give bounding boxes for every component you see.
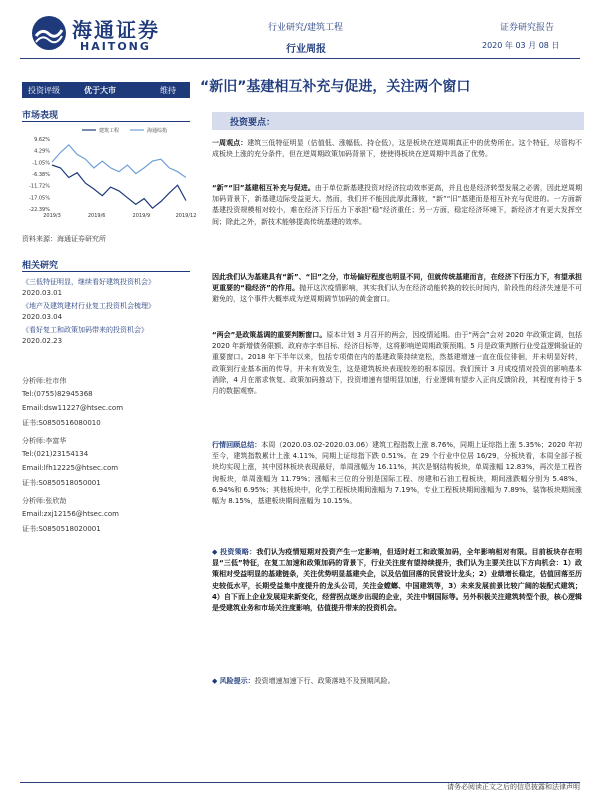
analyst-1-name: 分析师:杜市伟 xyxy=(22,377,67,385)
para-two-sessions xyxy=(212,330,582,397)
haitong-emblem-icon xyxy=(30,14,68,52)
y-tick-label: -11.72% xyxy=(29,183,50,190)
analyst-3-cert: 证书:S0850518020001 xyxy=(22,525,101,533)
series-line-index xyxy=(52,145,186,178)
para-infra-role xyxy=(212,272,582,306)
market-chart xyxy=(22,125,197,221)
x-tick-label: 2019/3 xyxy=(43,213,61,219)
analyst-2-email[interactable]: Email:lfh12225@htsec.com xyxy=(22,464,119,472)
para-strategy xyxy=(212,547,582,614)
header-date: 2020 年 03 月 08 日 xyxy=(482,41,560,50)
para-market-review-text: 本周（2020.03.02-2020.03.06）建筑工程指数上涨 8.76%，同期上证综指上涨 5.35%；2020 年初至今，建筑指数累计上涨 4.11%，同期上证综指下跌 0.51%。在 29 个行业中位居 16/29，分板块看，本周全部子板块均实现上涨，其中园林板块表现最好，单周涨幅为 16.11%，其次是钢结构板块，单周涨幅 12.83%，再次是工程咨询板块，单周涨幅为 11.79%；涨幅末三位的分别是国际工程、房建和石油工程板块，期间涨跌幅分别为 5.48%、6.94%和 6.95%；其他板块中，化学工程板块期间涨幅为 7.19%，专业工程板块期间涨幅为 7.89%，装饰板块期间涨幅为 8.15%，基建板块期间涨幅为 10.15%。 xyxy=(212,441,582,506)
rating-action: 维持 xyxy=(160,86,176,95)
y-tick-label: -22.39% xyxy=(29,207,50,213)
y-tick-label: -1.05% xyxy=(32,160,50,167)
footer-disclaimer: 请务必阅读正文之后的信息披露和法律声明 xyxy=(447,783,580,791)
legend-construction: 建筑工程 xyxy=(99,128,120,134)
report-title: “新旧”基建相互补充与促进，关注两个窗口 xyxy=(200,79,471,95)
analyst-2-cert: 证书:S0850518050001 xyxy=(22,479,101,487)
analyst-1-email[interactable]: Email:dsw11227@htsec.com xyxy=(22,404,124,412)
market-divider xyxy=(22,121,190,122)
y-tick-label: -17.05% xyxy=(29,195,50,202)
header-report-label: 证券研究报告 xyxy=(500,23,555,33)
rating-box xyxy=(22,82,190,98)
analyst-3-email[interactable]: Email:zxj12156@htsec.com xyxy=(22,510,119,518)
chart-source: 资料来源：海通证券研究所 xyxy=(22,235,106,243)
summary-header xyxy=(212,112,584,130)
para-weekly-view xyxy=(212,138,582,160)
header-divider xyxy=(20,58,580,59)
para-risk-lead: 风险提示： xyxy=(219,677,255,685)
para-infra-role-text: 抛开这次疫情影响，其实我们认为在经济动能转换的较长时间内，阶段性的经济失速是不可避免的，这个事件大概率成为逆周期调节加码的黄金窗口。 xyxy=(212,284,583,304)
related-divider xyxy=(22,271,190,272)
related-item-1-title[interactable]: 《三低特征明显，继续看好建筑投资机会》 xyxy=(22,278,155,286)
analyst-2-tel: Tel:(021)23154134 xyxy=(22,450,89,458)
x-tick-label: 2019/12 xyxy=(175,213,197,219)
legend-index: 海通综指 xyxy=(147,128,168,134)
rating-value: 优于大市 xyxy=(84,86,116,95)
y-tick-label: 4.29% xyxy=(34,148,50,155)
related-item-2-title[interactable]: 《地产及建筑建材行业复工投资机会梳理》 xyxy=(22,302,155,310)
y-tick-label: -6.38% xyxy=(32,172,50,178)
related-item-2-date: 2020.03.04 xyxy=(22,313,63,321)
logo-chinese: 海通证券 xyxy=(72,18,160,42)
analyst-1-cert: 证书:S0850516080010 xyxy=(22,419,101,427)
related-section-title: 相关研究 xyxy=(22,261,59,271)
market-section-title: 市场表现 xyxy=(22,111,59,121)
para-market-review-lead: 行情回顾总结： xyxy=(212,441,262,449)
header-category: 行业研究/建筑工程 xyxy=(268,23,344,33)
x-tick-label: 2019/9 xyxy=(132,213,151,219)
bullet-diamond-icon-2: ◆ xyxy=(212,677,220,685)
related-item-1-date: 2020.03.01 xyxy=(22,289,63,297)
haitong-logo xyxy=(30,12,170,56)
related-item-3-date: 2020.02.23 xyxy=(22,337,63,345)
analyst-1-tel: Tel:(0755)82945368 xyxy=(22,390,93,398)
para-new-old-infra-lead: “新”“旧”基建相互补充与促进。 xyxy=(212,184,315,192)
para-infra-role-lead: 因此我们认为基建具有“新”、“旧”之分，市场偏好程度也明显不同，但就传统基建而言，在经济下行压力下，有望承担更重要的“稳经济”的作用。 xyxy=(212,273,582,293)
para-strategy-text: 我们认为疫情短期对投资产生一定影响，但适时赶工和政策加码，全年影响相对有限。目前板块存在明显“三低”特征，在复工加速和政策加码的背景下，行业关注度有望持续提升，我们认为主要关注以下方向机会：1）政策相对受益明显的基建链条，关注优势明显基建央企，以及估值回落的民营设计龙头；2）业绩增长稳定，估值回落至历史较低水平，长期受益集中度提升的龙头公司，关注金螳螂、中国建筑等，3）未来发展前景比较广阔的装配式建筑；4）自下而上企业发展迎来新变化，经营拐点逐步出现的企业，关注中钢国际等。另外积极关注建筑转型个股，核心逻辑是受建筑业务和市场关注度影响，估值提升带来的投资机会。 xyxy=(212,548,583,613)
y-tick-label: 9.62% xyxy=(34,137,50,143)
para-risk-text: 投资增速加速下行、政策落地不及预期风险。 xyxy=(254,677,395,685)
para-new-old-infra-text: 由于单位新基建投资对经济拉动效率更高，并且也是经济转型发展之必需，因此逆周期加码背景下，新基建边际受益更大。然而，我们并不能因此厚此薄彼，“新”“旧”基建而是相互补充与促进的。一方面新基建投资规模相对较小，难在经济下行压力下承担“稳”经济重任；另一方面，稳定经济环境下，新经济才有更大发挥空间；除此之外，新技术能够提高传统基建的效率。 xyxy=(212,184,583,226)
para-two-sessions-lead: “两会”是政策基调的重要判断窗口。 xyxy=(212,331,327,339)
para-new-old-infra xyxy=(212,183,582,228)
bullet-diamond-icon: ◆ xyxy=(212,548,221,556)
para-market-review xyxy=(212,440,582,507)
para-weekly-view-lead: 一周观点： xyxy=(212,139,248,147)
para-risk xyxy=(212,676,582,687)
logo-english: HAITONG xyxy=(80,40,151,53)
rating-label: 投资评级 xyxy=(28,86,60,95)
para-two-sessions-text: 原本计划 3 月召开的两会，因疫情延期。由于“两会”会对 2020 年政策定调，包括 2020 年新增债务限额、政府赤字率目标、经济目标等，这将影响逆周期政策预期。5 月是政策判断行业受益逻辑验证的重要窗口。2018 年下半年以来，包括专项债在内的基建政策持续宽松，然基建增速一直在低位徘徊，并未明显好转，政策到行业基本面的传导，并未有效发生，这是建筑板块表现较差的根本原因。我们预计 3 月成疫情对投资的影响基本消除，4 月在需求恢复、政策加码推动下，投资增速有望明显加速，行业逻辑有望步入正向反馈阶段，其程度有待于 5 月的数据观察。 xyxy=(212,331,583,396)
related-item-3-title[interactable]: 《看好复工和政策加码带来的投资机会》 xyxy=(22,326,148,334)
para-weekly-view-text: 建筑三低特征明显（估值低、涨幅低、持仓低），这是板块在逆周期真正中的优势所在。这个特征，尽管构不成板块上涨的充分条件，但在逆周期政策加码背景下，使使得板块在逆周期中具备了优势。 xyxy=(212,139,583,159)
x-tick-label: 2019/6 xyxy=(87,213,106,219)
analyst-3-name: 分析师:张欣劼 xyxy=(22,497,67,505)
summary-title: 投资要点： xyxy=(230,118,276,128)
analyst-2-name: 分析师:李富华 xyxy=(22,437,67,445)
para-strategy-lead: 投资策略： xyxy=(220,548,257,556)
header-report-type: 行业周报 xyxy=(286,44,326,55)
